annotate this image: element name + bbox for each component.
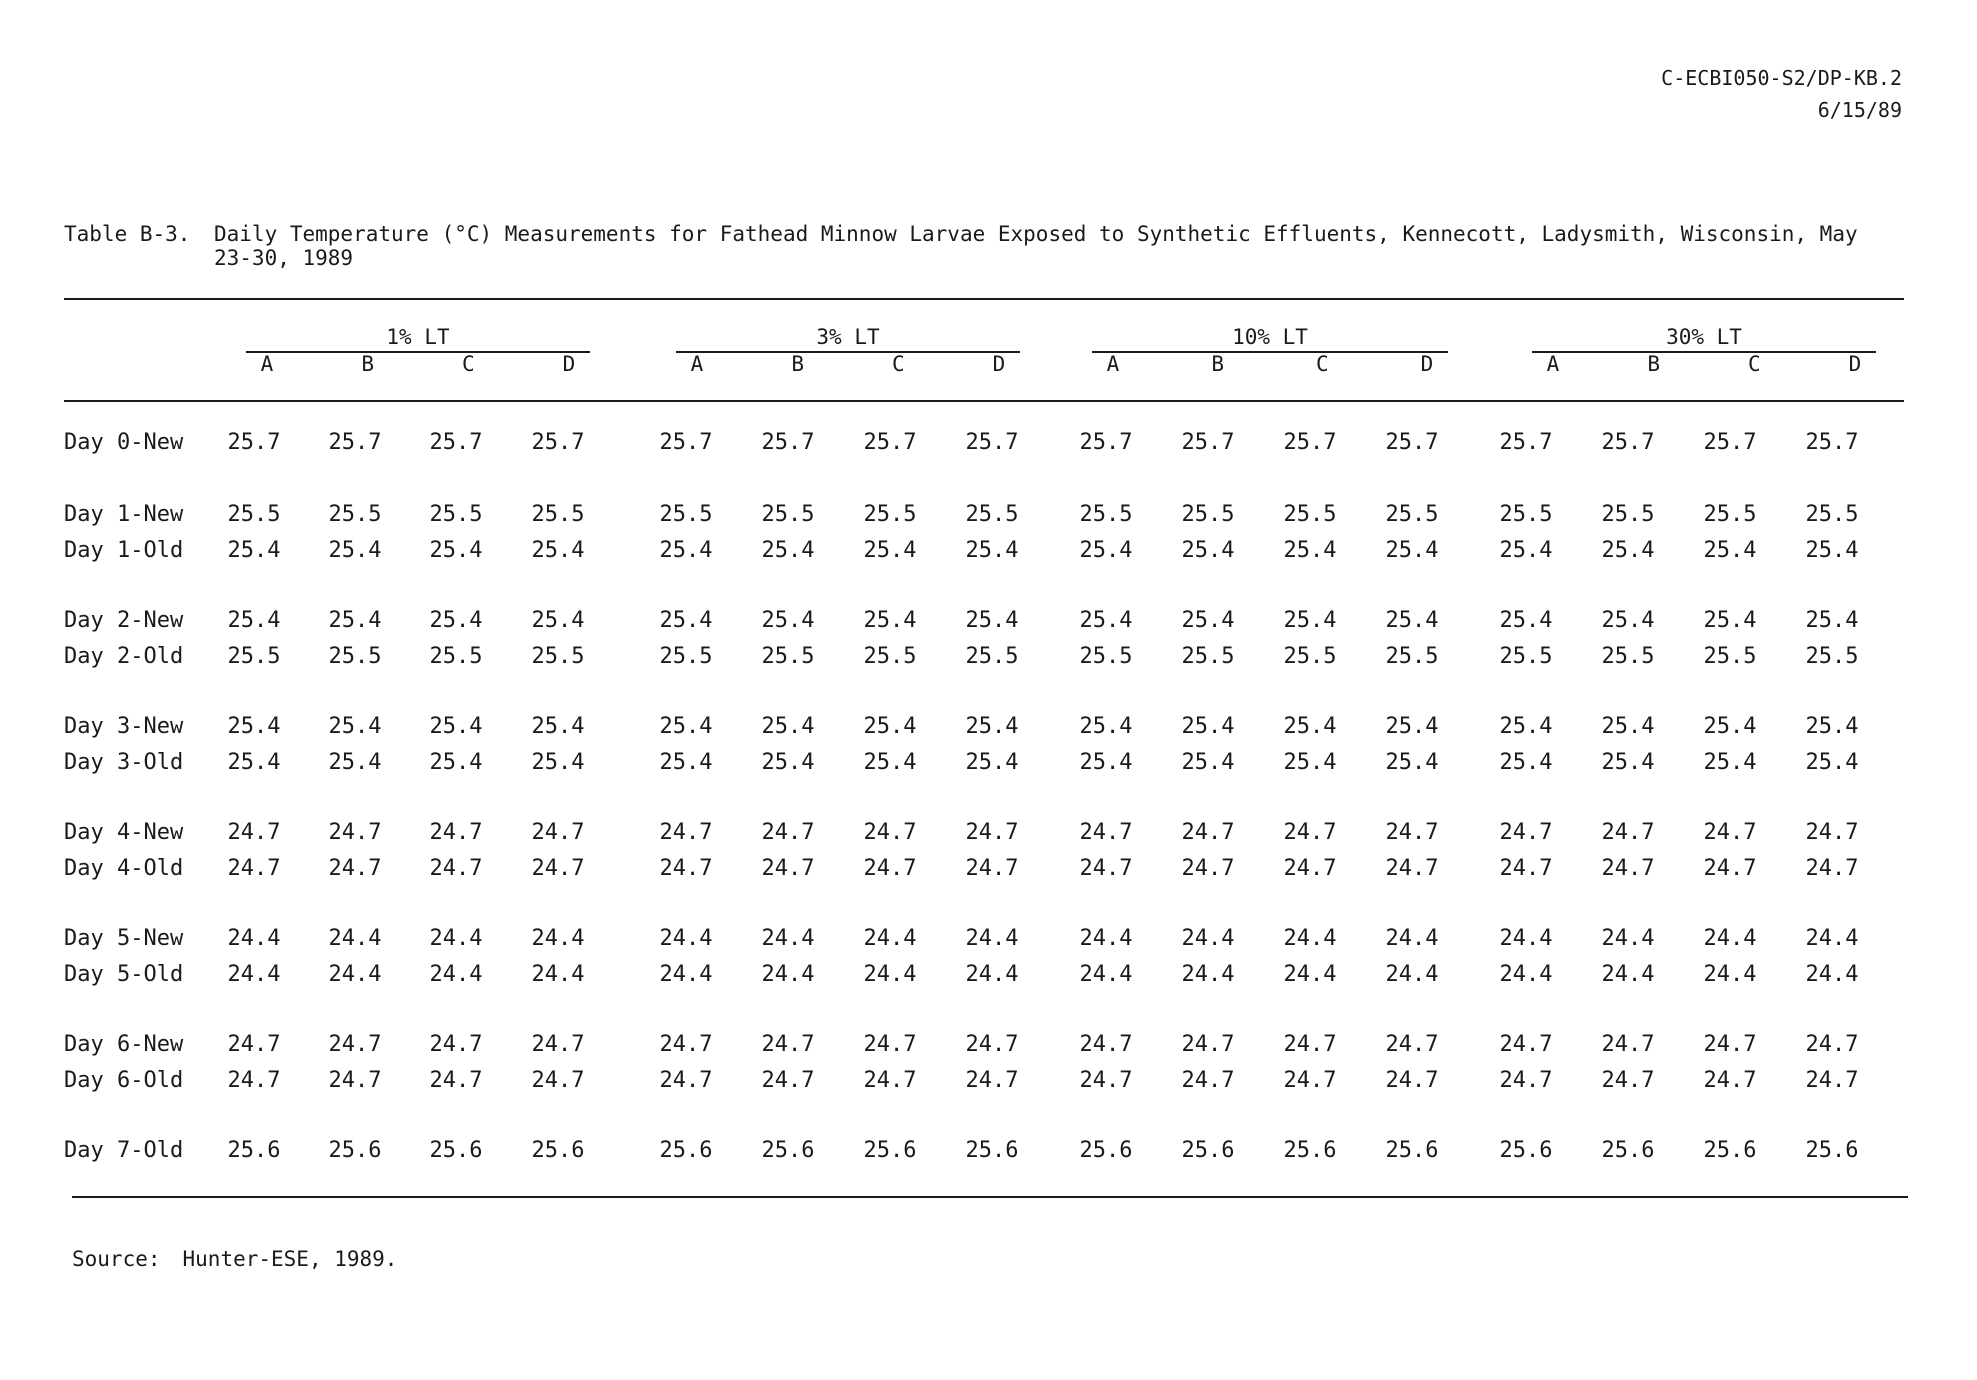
column-subheaders [246,353,590,375]
table-cell: 24.4 [1079,962,1133,987]
table-cell: 25.4 [328,538,382,563]
subheader-d: D [992,352,1006,376]
table-cell: 24.7 [227,856,281,881]
subheader-d: D [562,352,576,376]
table-cell: 25.4 [1181,538,1235,563]
row-label: Day 4-New [64,820,184,845]
table-cell: 24.4 [1499,926,1553,951]
table-cell: 25.5 [1499,502,1553,527]
table-cell: 24.4 [965,962,1019,987]
row-label: Day 6-Old [64,1068,184,1093]
table-cell: 24.4 [1283,926,1337,951]
subheader-a: A [260,352,274,376]
table-cell: 24.7 [227,1068,281,1093]
table-cell: 25.7 [227,430,281,455]
table-cell: 25.4 [1805,750,1859,775]
table-cell: 24.7 [965,1068,1019,1093]
table-cell: 25.5 [1283,644,1337,669]
table-cell: 25.4 [1601,750,1655,775]
table-cell: 25.4 [1181,750,1235,775]
table-cell: 24.7 [1385,820,1439,845]
table-caption [64,222,1904,270]
table-title: Daily Temperature (°C) Measurements for Fathead Minnow Larvae Exposed to Synthetic Effluents, Kennecott, Ladysmith, Wisconsin, May 23-30, 1989 [214,222,1858,270]
table-cell: 24.7 [1703,1032,1757,1057]
table-cell: 25.5 [965,644,1019,669]
document-date: 6/15/89 [1817,98,1902,122]
table-cell: 25.4 [965,538,1019,563]
table-row [64,1066,1904,1096]
column-group-title: 3% LT [816,325,880,349]
table-row [64,1136,1904,1166]
subheader-c: C [461,352,475,376]
table-cell: 25.4 [1385,538,1439,563]
subheader-b: B [361,352,374,376]
table-row [64,924,1904,954]
table-cell: 24.4 [1499,962,1553,987]
table-cell: 25.4 [1079,608,1133,633]
table-cell: 24.7 [328,1068,382,1093]
subheader-a: A [690,352,704,376]
table-cell: 25.4 [1703,714,1757,739]
table-cell: 24.4 [659,962,713,987]
table-cell: 25.5 [761,502,815,527]
table-cell: 25.4 [227,750,281,775]
table-cell: 24.4 [227,962,281,987]
table-cell: 24.7 [531,856,585,881]
source-label: Source: [72,1247,161,1271]
table-cell: 24.7 [659,856,713,881]
table-row [64,1030,1904,1060]
table-cell: 25.4 [1703,750,1757,775]
table-cell: 24.4 [863,926,917,951]
table-cell: 24.7 [429,820,483,845]
table-cell: 25.7 [328,430,382,455]
table-cell: 24.4 [1703,926,1757,951]
document-header [1661,62,1902,126]
table-cell: 25.6 [1601,1138,1655,1163]
table-cell: 25.6 [1079,1138,1133,1163]
row-label: Day 6-New [64,1032,184,1057]
column-group-title: 10% LT [1232,325,1308,349]
table-row [64,712,1904,742]
table-cell: 25.5 [227,644,281,669]
table-row [64,818,1904,848]
table-row [64,642,1904,672]
table-cell: 25.4 [863,750,917,775]
source-note [72,1246,397,1272]
table-cell: 24.7 [531,820,585,845]
table-cell: 25.5 [1283,502,1337,527]
subheader-b: B [791,352,804,376]
subheader-a: A [1546,352,1560,376]
table-cell: 24.7 [429,1032,483,1057]
table-cell: 25.4 [1703,538,1757,563]
subheader-c: C [891,352,905,376]
table-cell: 25.4 [1283,538,1337,563]
table-cell: 25.5 [227,502,281,527]
table-cell: 25.4 [531,608,585,633]
table-cell: 24.7 [1703,856,1757,881]
table-cell: 24.7 [1385,1068,1439,1093]
row-label: Day 4-Old [64,856,184,881]
table-cell: 24.7 [1499,820,1553,845]
column-subheaders [1532,353,1876,375]
table-cell: 25.4 [429,714,483,739]
header-rule [64,400,1904,402]
table-cell: 25.4 [659,608,713,633]
column-group-title: 1% LT [386,325,450,349]
table-cell: 25.5 [328,502,382,527]
table-cell: 24.7 [761,820,815,845]
table-cell: 25.6 [863,1138,917,1163]
table-cell: 25.7 [1703,430,1757,455]
table-cell: 24.7 [1283,1032,1337,1057]
column-subheaders [676,353,1020,375]
top-rule [64,298,1904,300]
subheader-d: D [1420,352,1434,376]
table-cell: 25.7 [1079,430,1133,455]
table-cell: 25.4 [1805,608,1859,633]
table-cell: 25.4 [328,714,382,739]
table-cell: 24.7 [659,1032,713,1057]
subheader-c: C [1747,352,1761,376]
table-cell: 24.4 [1805,962,1859,987]
table-cell: 24.4 [965,926,1019,951]
table-cell: 25.7 [1805,430,1859,455]
table-cell: 24.7 [1385,856,1439,881]
table-cell: 25.7 [429,430,483,455]
table-cell: 25.4 [328,608,382,633]
table-cell: 24.7 [659,820,713,845]
row-label: Day 2-New [64,608,184,633]
row-label: Day 1-New [64,502,184,527]
table-cell: 24.4 [1601,926,1655,951]
table-cell: 24.7 [1283,856,1337,881]
table-cell: 25.5 [659,502,713,527]
table-cell: 24.7 [328,856,382,881]
table-cell: 25.4 [863,608,917,633]
row-label: Day 3-New [64,714,184,739]
table-cell: 25.5 [1805,644,1859,669]
table-cell: 24.7 [1805,820,1859,845]
table-cell: 25.5 [965,502,1019,527]
table-cell: 24.7 [1703,820,1757,845]
table-cell: 24.4 [429,962,483,987]
table-cell: 25.4 [1283,750,1337,775]
table-cell: 24.7 [863,820,917,845]
column-group-title: 30% LT [1666,325,1742,349]
table-cell: 25.4 [1181,608,1235,633]
table-cell: 25.4 [1385,750,1439,775]
column-group-30pct [1532,325,1876,385]
table-cell: 25.4 [1499,608,1553,633]
table-cell: 25.6 [531,1138,585,1163]
column-subheaders [1092,353,1448,375]
table-cell: 25.5 [1181,502,1235,527]
row-label: Day 7-Old [64,1138,184,1163]
table-cell: 24.4 [1181,926,1235,951]
table-cell: 25.4 [429,608,483,633]
table-cell: 25.4 [1499,750,1553,775]
table-cell: 25.4 [1283,608,1337,633]
table-cell: 25.4 [1499,714,1553,739]
table-cell: 24.4 [863,962,917,987]
table-cell: 25.6 [1385,1138,1439,1163]
table-cell: 25.5 [531,502,585,527]
table-cell: 24.7 [965,856,1019,881]
table-cell: 25.6 [1181,1138,1235,1163]
table-cell: 25.4 [429,750,483,775]
table-cell: 25.5 [429,502,483,527]
table-cell: 25.4 [227,714,281,739]
table-cell: 25.4 [1079,750,1133,775]
table-cell: 25.5 [1079,502,1133,527]
table-cell: 24.7 [429,1068,483,1093]
table-cell: 25.7 [1601,430,1655,455]
table-cell: 25.4 [1079,714,1133,739]
table-cell: 24.7 [965,820,1019,845]
table-cell: 25.5 [863,644,917,669]
table-cell: 24.7 [863,856,917,881]
table-cell: 24.7 [659,1068,713,1093]
table-cell: 24.7 [1283,820,1337,845]
subheader-a: A [1106,352,1120,376]
table-cell: 25.4 [1601,714,1655,739]
table-cell: 25.7 [659,430,713,455]
table-cell: 24.7 [227,1032,281,1057]
table-cell: 25.4 [965,750,1019,775]
table-cell: 24.4 [1805,926,1859,951]
table-cell: 25.4 [761,608,815,633]
table-cell: 24.7 [863,1032,917,1057]
table-cell: 24.7 [1079,856,1133,881]
row-label: Day 5-New [64,926,184,951]
table-cell: 25.5 [1385,502,1439,527]
table-cell: 25.4 [761,750,815,775]
table-cell: 24.7 [1805,1032,1859,1057]
row-label: Day 2-Old [64,644,184,669]
table-cell: 24.7 [1181,1032,1235,1057]
subheader-d: D [1848,352,1862,376]
table-cell: 24.7 [761,1032,815,1057]
table-cell: 25.5 [531,644,585,669]
table-cell: 25.5 [328,644,382,669]
table-cell: 25.6 [1283,1138,1337,1163]
table-cell: 25.5 [761,644,815,669]
table-row [64,606,1904,636]
subheader-c: C [1315,352,1329,376]
source-text: Hunter-ESE, 1989. [182,1247,398,1271]
table-cell: 25.4 [1601,538,1655,563]
table-cell: 24.4 [1181,962,1235,987]
table-cell: 25.6 [1499,1138,1553,1163]
table-row [64,500,1904,530]
table-cell: 24.7 [1079,1068,1133,1093]
table-cell: 24.7 [531,1032,585,1057]
table-row [64,536,1904,566]
table-cell: 25.4 [429,538,483,563]
table-cell: 24.4 [761,926,815,951]
table-cell: 24.4 [761,962,815,987]
table-cell: 25.6 [227,1138,281,1163]
bottom-rule [72,1196,1908,1198]
table-cell: 24.7 [1283,1068,1337,1093]
table-row [64,854,1904,884]
table-cell: 24.7 [1601,1032,1655,1057]
table-cell: 25.4 [659,538,713,563]
table-cell: 24.7 [1601,820,1655,845]
table-cell: 25.5 [1385,644,1439,669]
table-cell: 25.5 [863,502,917,527]
table-cell: 25.4 [761,714,815,739]
table-cell: 25.4 [863,714,917,739]
table-cell: 25.5 [1805,502,1859,527]
table-cell: 24.4 [531,962,585,987]
row-label: Day 0-New [64,430,184,455]
table-cell: 24.4 [659,926,713,951]
table-cell: 25.7 [1283,430,1337,455]
table-cell: 25.4 [1601,608,1655,633]
table-cell: 25.5 [1703,644,1757,669]
table-cell: 25.7 [761,430,815,455]
table-cell: 24.4 [328,962,382,987]
table-cell: 25.6 [659,1138,713,1163]
table-cell: 24.7 [1181,820,1235,845]
table-cell: 25.4 [659,714,713,739]
table-cell: 24.7 [965,1032,1019,1057]
table-cell: 24.4 [1385,926,1439,951]
table-cell: 24.4 [1283,962,1337,987]
table-cell: 25.4 [1181,714,1235,739]
row-label: Day 1-Old [64,538,184,563]
table-cell: 24.7 [761,1068,815,1093]
table-cell: 25.4 [659,750,713,775]
table-cell: 25.4 [1703,608,1757,633]
table-cell: 25.4 [531,750,585,775]
table-cell: 24.4 [531,926,585,951]
subheader-b: B [1211,352,1224,376]
table-cell: 24.7 [1079,1032,1133,1057]
table-cell: 25.5 [1601,502,1655,527]
table-cell: 25.6 [965,1138,1019,1163]
table-cell: 24.7 [1601,1068,1655,1093]
table-cell: 25.4 [761,538,815,563]
row-label: Day 5-Old [64,962,184,987]
table-cell: 25.5 [659,644,713,669]
table-cell: 25.4 [531,714,585,739]
table-cell: 24.7 [1499,1068,1553,1093]
table-cell: 24.7 [1079,820,1133,845]
column-group-3pct [676,325,1020,385]
table-cell: 25.4 [1079,538,1133,563]
table-cell: 25.6 [761,1138,815,1163]
table-cell: 25.4 [1499,538,1553,563]
table-cell: 24.4 [328,926,382,951]
table-cell: 24.7 [1181,856,1235,881]
column-group-1pct [246,325,590,385]
table-cell: 24.7 [531,1068,585,1093]
table-cell: 24.7 [1601,856,1655,881]
table-cell: 25.4 [1385,608,1439,633]
table-cell: 25.5 [1079,644,1133,669]
table-cell: 25.6 [1703,1138,1757,1163]
table-cell: 24.7 [1499,1032,1553,1057]
table-row [64,428,1904,458]
table-cell: 24.4 [429,926,483,951]
table-row [64,748,1904,778]
table-cell: 25.4 [1805,538,1859,563]
table-cell: 25.4 [1283,714,1337,739]
column-group-10pct [1092,325,1448,385]
table-cell: 25.4 [328,750,382,775]
table-cell: 24.7 [1181,1068,1235,1093]
table-cell: 24.4 [1385,962,1439,987]
table-cell: 24.4 [1703,962,1757,987]
table-cell: 25.7 [1181,430,1235,455]
table-cell: 25.4 [863,538,917,563]
table-cell: 25.5 [1181,644,1235,669]
table-cell: 25.4 [227,608,281,633]
table-cell: 25.7 [863,430,917,455]
table-cell: 25.5 [1601,644,1655,669]
table-cell: 24.7 [1805,1068,1859,1093]
table-cell: 25.4 [227,538,281,563]
table-cell: 25.5 [1703,502,1757,527]
table-cell: 25.5 [429,644,483,669]
table-cell: 24.4 [1601,962,1655,987]
table-cell: 25.4 [965,608,1019,633]
table-cell: 24.7 [863,1068,917,1093]
table-cell: 24.7 [227,820,281,845]
table-cell: 24.7 [1805,856,1859,881]
table-cell: 25.5 [1499,644,1553,669]
table-cell: 24.7 [1703,1068,1757,1093]
table-cell: 25.7 [531,430,585,455]
table-cell: 25.7 [965,430,1019,455]
table-cell: 25.7 [1499,430,1553,455]
document-code: C-ECBI050-S2/DP-KB.2 [1661,66,1902,90]
table-cell: 25.6 [1805,1138,1859,1163]
table-cell: 25.4 [965,714,1019,739]
table-cell: 24.4 [1079,926,1133,951]
table-row [64,960,1904,990]
table-cell: 25.4 [1385,714,1439,739]
row-label: Day 3-Old [64,750,184,775]
table-cell: 25.4 [531,538,585,563]
table-cell: 24.7 [328,1032,382,1057]
table-cell: 24.7 [1385,1032,1439,1057]
table-number: Table B-3. [64,222,191,246]
table-cell: 24.7 [1499,856,1553,881]
table-cell: 25.6 [328,1138,382,1163]
table-cell: 25.7 [1385,430,1439,455]
table-cell: 24.4 [227,926,281,951]
table-cell: 25.4 [1805,714,1859,739]
table-cell: 25.6 [429,1138,483,1163]
subheader-b: B [1647,352,1660,376]
table-cell: 24.7 [328,820,382,845]
table-cell: 24.7 [761,856,815,881]
table-cell: 24.7 [429,856,483,881]
